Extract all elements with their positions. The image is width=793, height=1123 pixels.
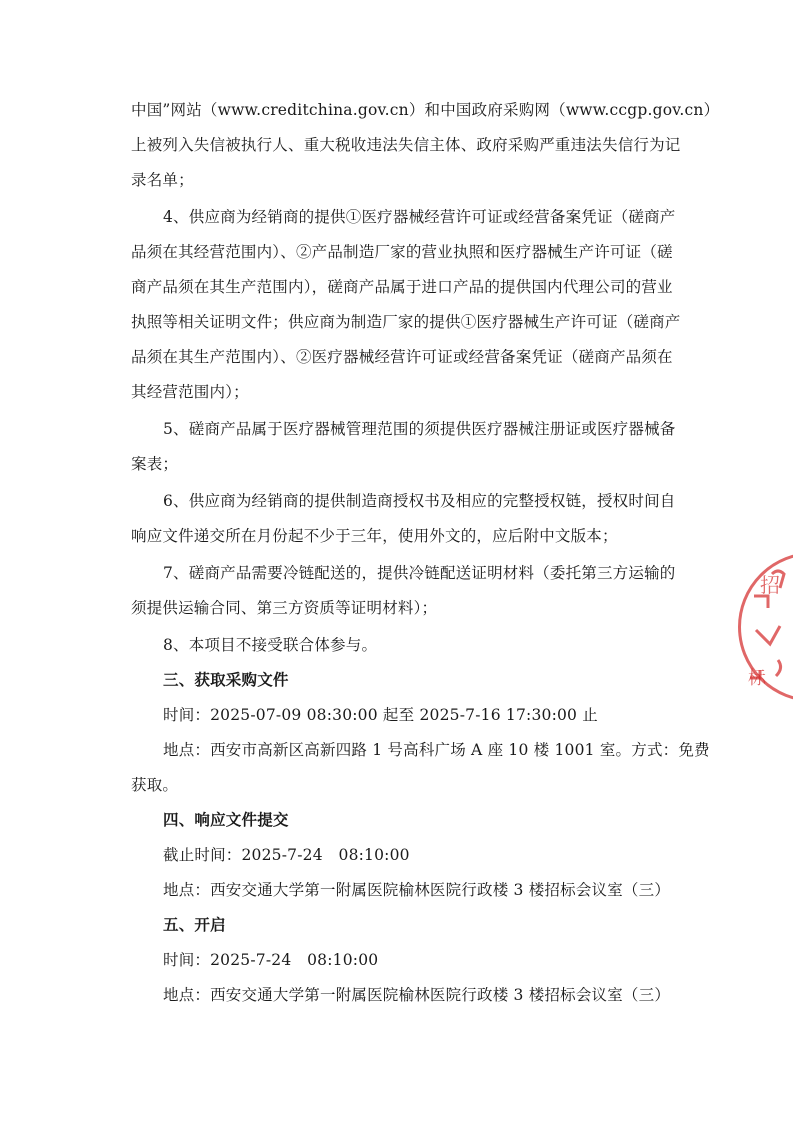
text-line: 上被列入失信被执行人、重大税收违法失信主体、政府采购严重违法失信行为记 bbox=[131, 136, 681, 154]
text-line: 录名单； bbox=[131, 171, 194, 189]
svg-text:招: 招 bbox=[760, 573, 780, 597]
text-line: 响应文件递交所在月份起不少于三年，使用外文的，应后附中文版本； bbox=[131, 527, 618, 545]
text-line: 4、供应商为经销商的提供①医疗器械经营许可证或经营备案凭证（磋商产 bbox=[163, 208, 676, 226]
text-line: 时间：2025-07-09 08:30:00 起至 2025-7-16 17:30:00 止 bbox=[163, 706, 598, 724]
text-line: 时间：2025-7-24 08:10:00 bbox=[163, 951, 379, 969]
text-line: 品须在其经营范围内）、②产品制造厂家的营业执照和医疗器械生产许可证（磋 bbox=[131, 243, 673, 261]
text-line: 中国”网站（www.creditchina.gov.cn）和中国政府采购网（www.ccgp.gov.cn） bbox=[131, 101, 720, 119]
text-line: 获取。 bbox=[131, 776, 179, 794]
section-heading: 五、开启 bbox=[163, 915, 226, 934]
text-line: 须提供运输合同、第三方资质等证明材料）； bbox=[131, 599, 438, 617]
text-line: 其经营范围内）； bbox=[131, 383, 249, 401]
text-line: 7、磋商产品需要冷链配送的，提供冷链配送证明材料（委托第三方运输的 bbox=[163, 564, 676, 582]
text-line: 品须在其生产范围内）、②医疗器械经营许可证或经营备案凭证（磋商产品须在 bbox=[131, 348, 673, 366]
text-line: 6、供应商为经销商的提供制造商授权书及相应的完整授权链，授权时间自 bbox=[163, 492, 676, 510]
section-heading: 四、响应文件提交 bbox=[163, 810, 289, 829]
section-heading: 三、获取采购文件 bbox=[163, 670, 289, 689]
text-line: 地点：西安交通大学第一附属医院榆林医院行政楼 3 楼招标会议室（三） bbox=[163, 881, 671, 899]
text-line: 执照等相关证明文件；供应商为制造厂家的提供①医疗器械生产许可证（磋商产 bbox=[131, 313, 681, 331]
seal-graphic bbox=[738, 552, 793, 702]
text-line: 地点：西安市高新区高新四路 1 号高科广场 A 座 10 楼 1001 室。方式：免费 bbox=[163, 741, 710, 759]
text-line: 5、磋商产品属于医疗器械管理范围的须提供医疗器械注册证或医疗器械备 bbox=[163, 420, 676, 438]
text-line: 截止时间：2025-7-24 08:10:00 bbox=[163, 846, 410, 864]
svg-text:标: 标 bbox=[748, 668, 766, 689]
text-line: 商产品须在其生产范围内），磋商产品属于进口产品的提供国内代理公司的营业 bbox=[131, 278, 673, 296]
text-line: 地点：西安交通大学第一附属医院榆林医院行政楼 3 楼招标会议室（三） bbox=[163, 986, 671, 1004]
text-line: 案表； bbox=[131, 455, 179, 473]
official-seal-stamp bbox=[738, 552, 793, 702]
text-line: 8、本项目不接受联合体参与。 bbox=[163, 636, 378, 654]
